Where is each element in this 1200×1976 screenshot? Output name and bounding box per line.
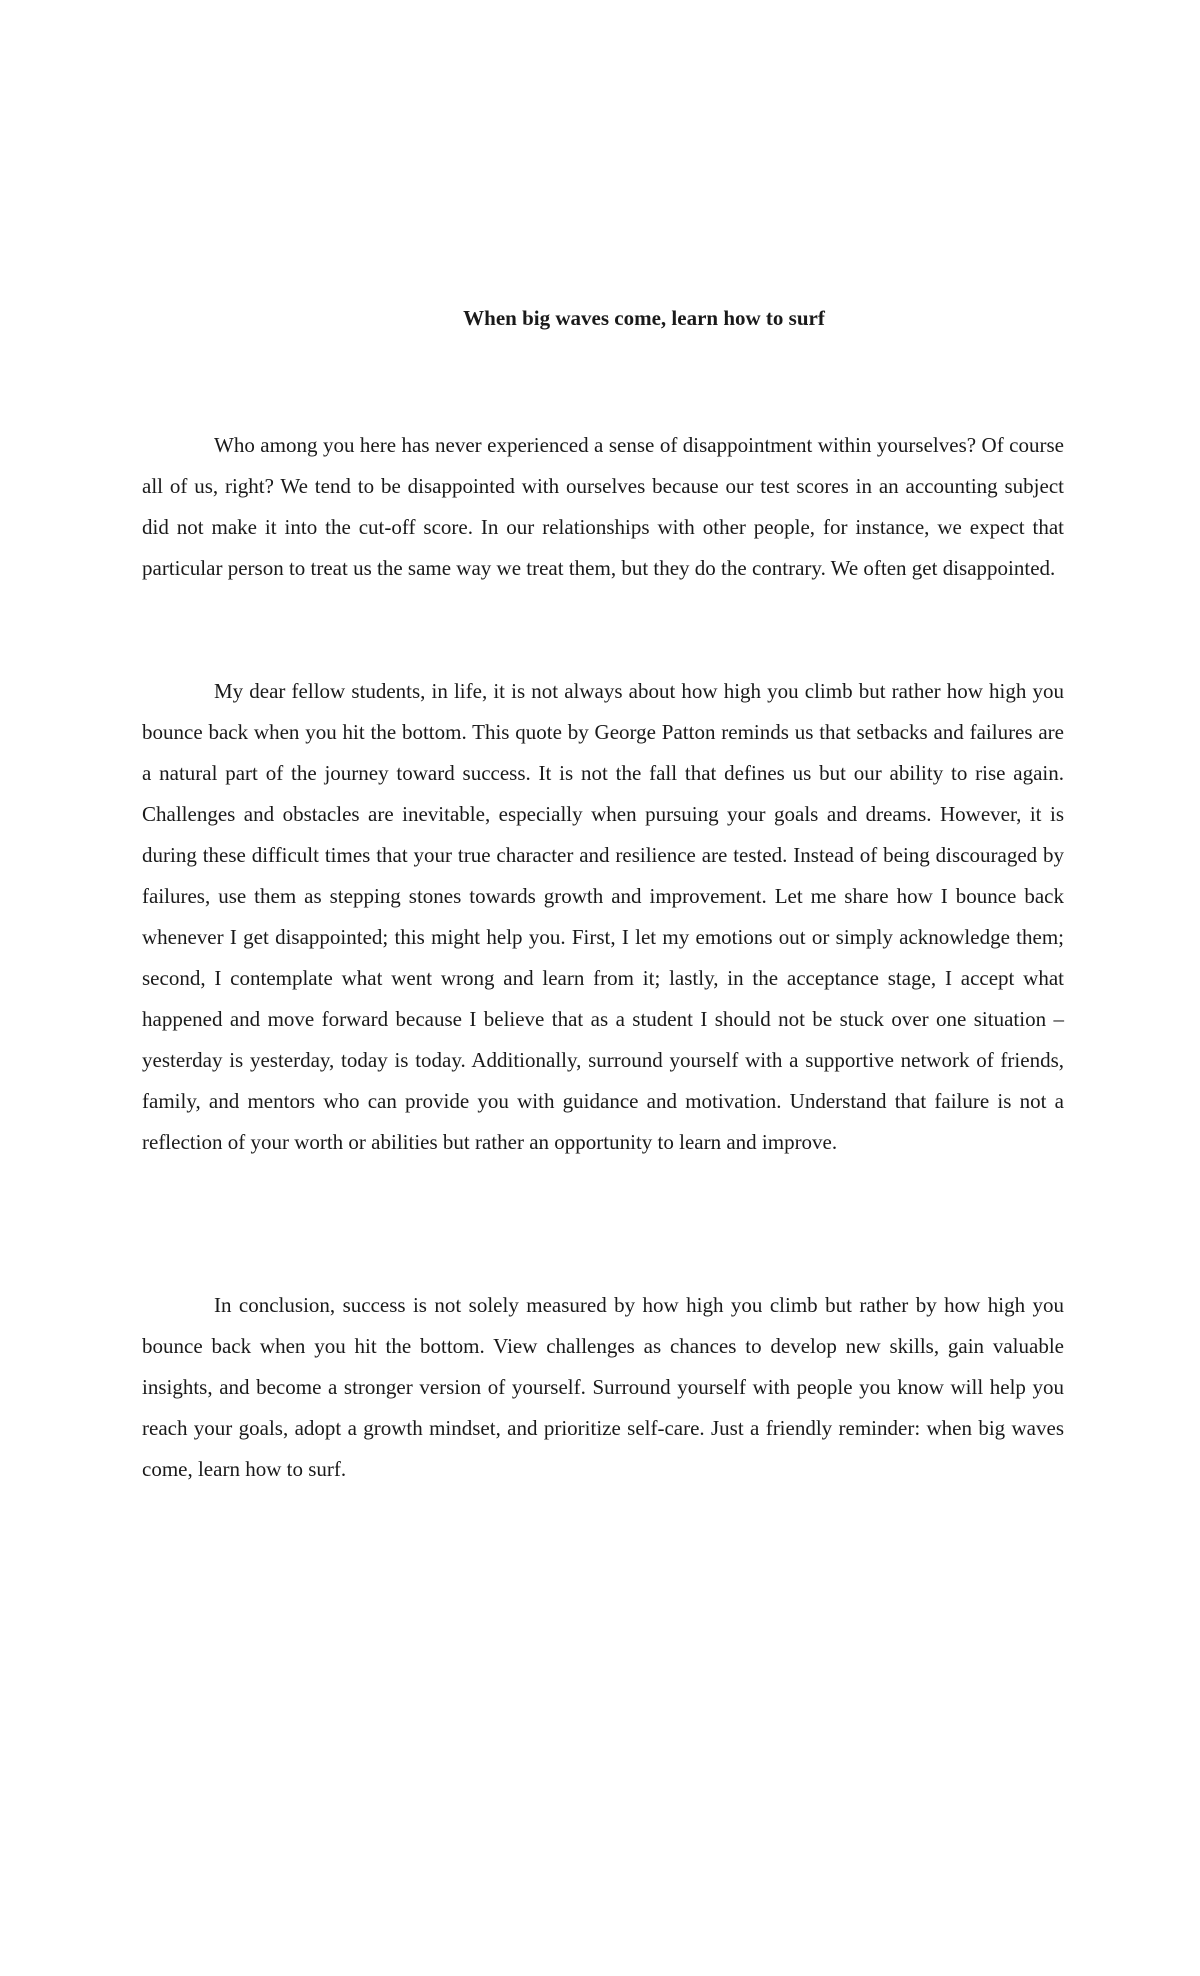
paragraph-conclusion: In conclusion, success is not solely measured by how high you climb but rather by how high you bounce back when you hit the bottom. View challenges as chances to develop new skills, gain valuable insights, and become a stronger version of yourself. Surround yourself with people you know will help you reach your goals, adopt a growth mindset, and prioritize self-care. Just a friendly reminder: when big waves come, learn how to surf. bbox=[142, 1293, 1064, 1481]
document-title: When big waves come, learn how to surf bbox=[463, 306, 825, 330]
paragraph-introduction: Who among you here has never experienced a sense of disappointment within yourselves? Of course all of us, right? We tend to be disappointed with ourselves because our test scores in an accounting subject did not make it into the cut-off score. In our relationships with other people, for instance, we expect that particular person to treat us the same way we treat them, but they do the contrary. We often get disappointed. bbox=[142, 433, 1064, 580]
paragraph-body: My dear fellow students, in life, it is not always about how high you climb but rather how high you bounce back when you hit the bottom. This quote by George Patton reminds us that setbacks and failures are a natural part of the journey toward success. It is not the fall that defines us but our ability to rise again. Challenges and obstacles are inevitable, especially when pursuing your goals and dreams. However, it is during these difficult times that your true character and resilience are tested. Instead of being discouraged by failures, use them as stepping stones towards growth and improvement. Let me share how I bounce back whenever I get disappointed; this might help you. First, I let my emotions out or simply acknowledge them; second, I contemplate what went wrong and learn from it; lastly, in the acceptance stage, I accept what happened and move forward because I believe that as a student I should not be stuck over one situation –yesterday is yesterday, today is today. Additionally, surround yourself with a supportive network of friends, family, and mentors who can provide you with guidance and motivation. Understand that failure is not a reflection of your worth or abilities but rather an opportunity to learn and improve. bbox=[142, 679, 1064, 1154]
